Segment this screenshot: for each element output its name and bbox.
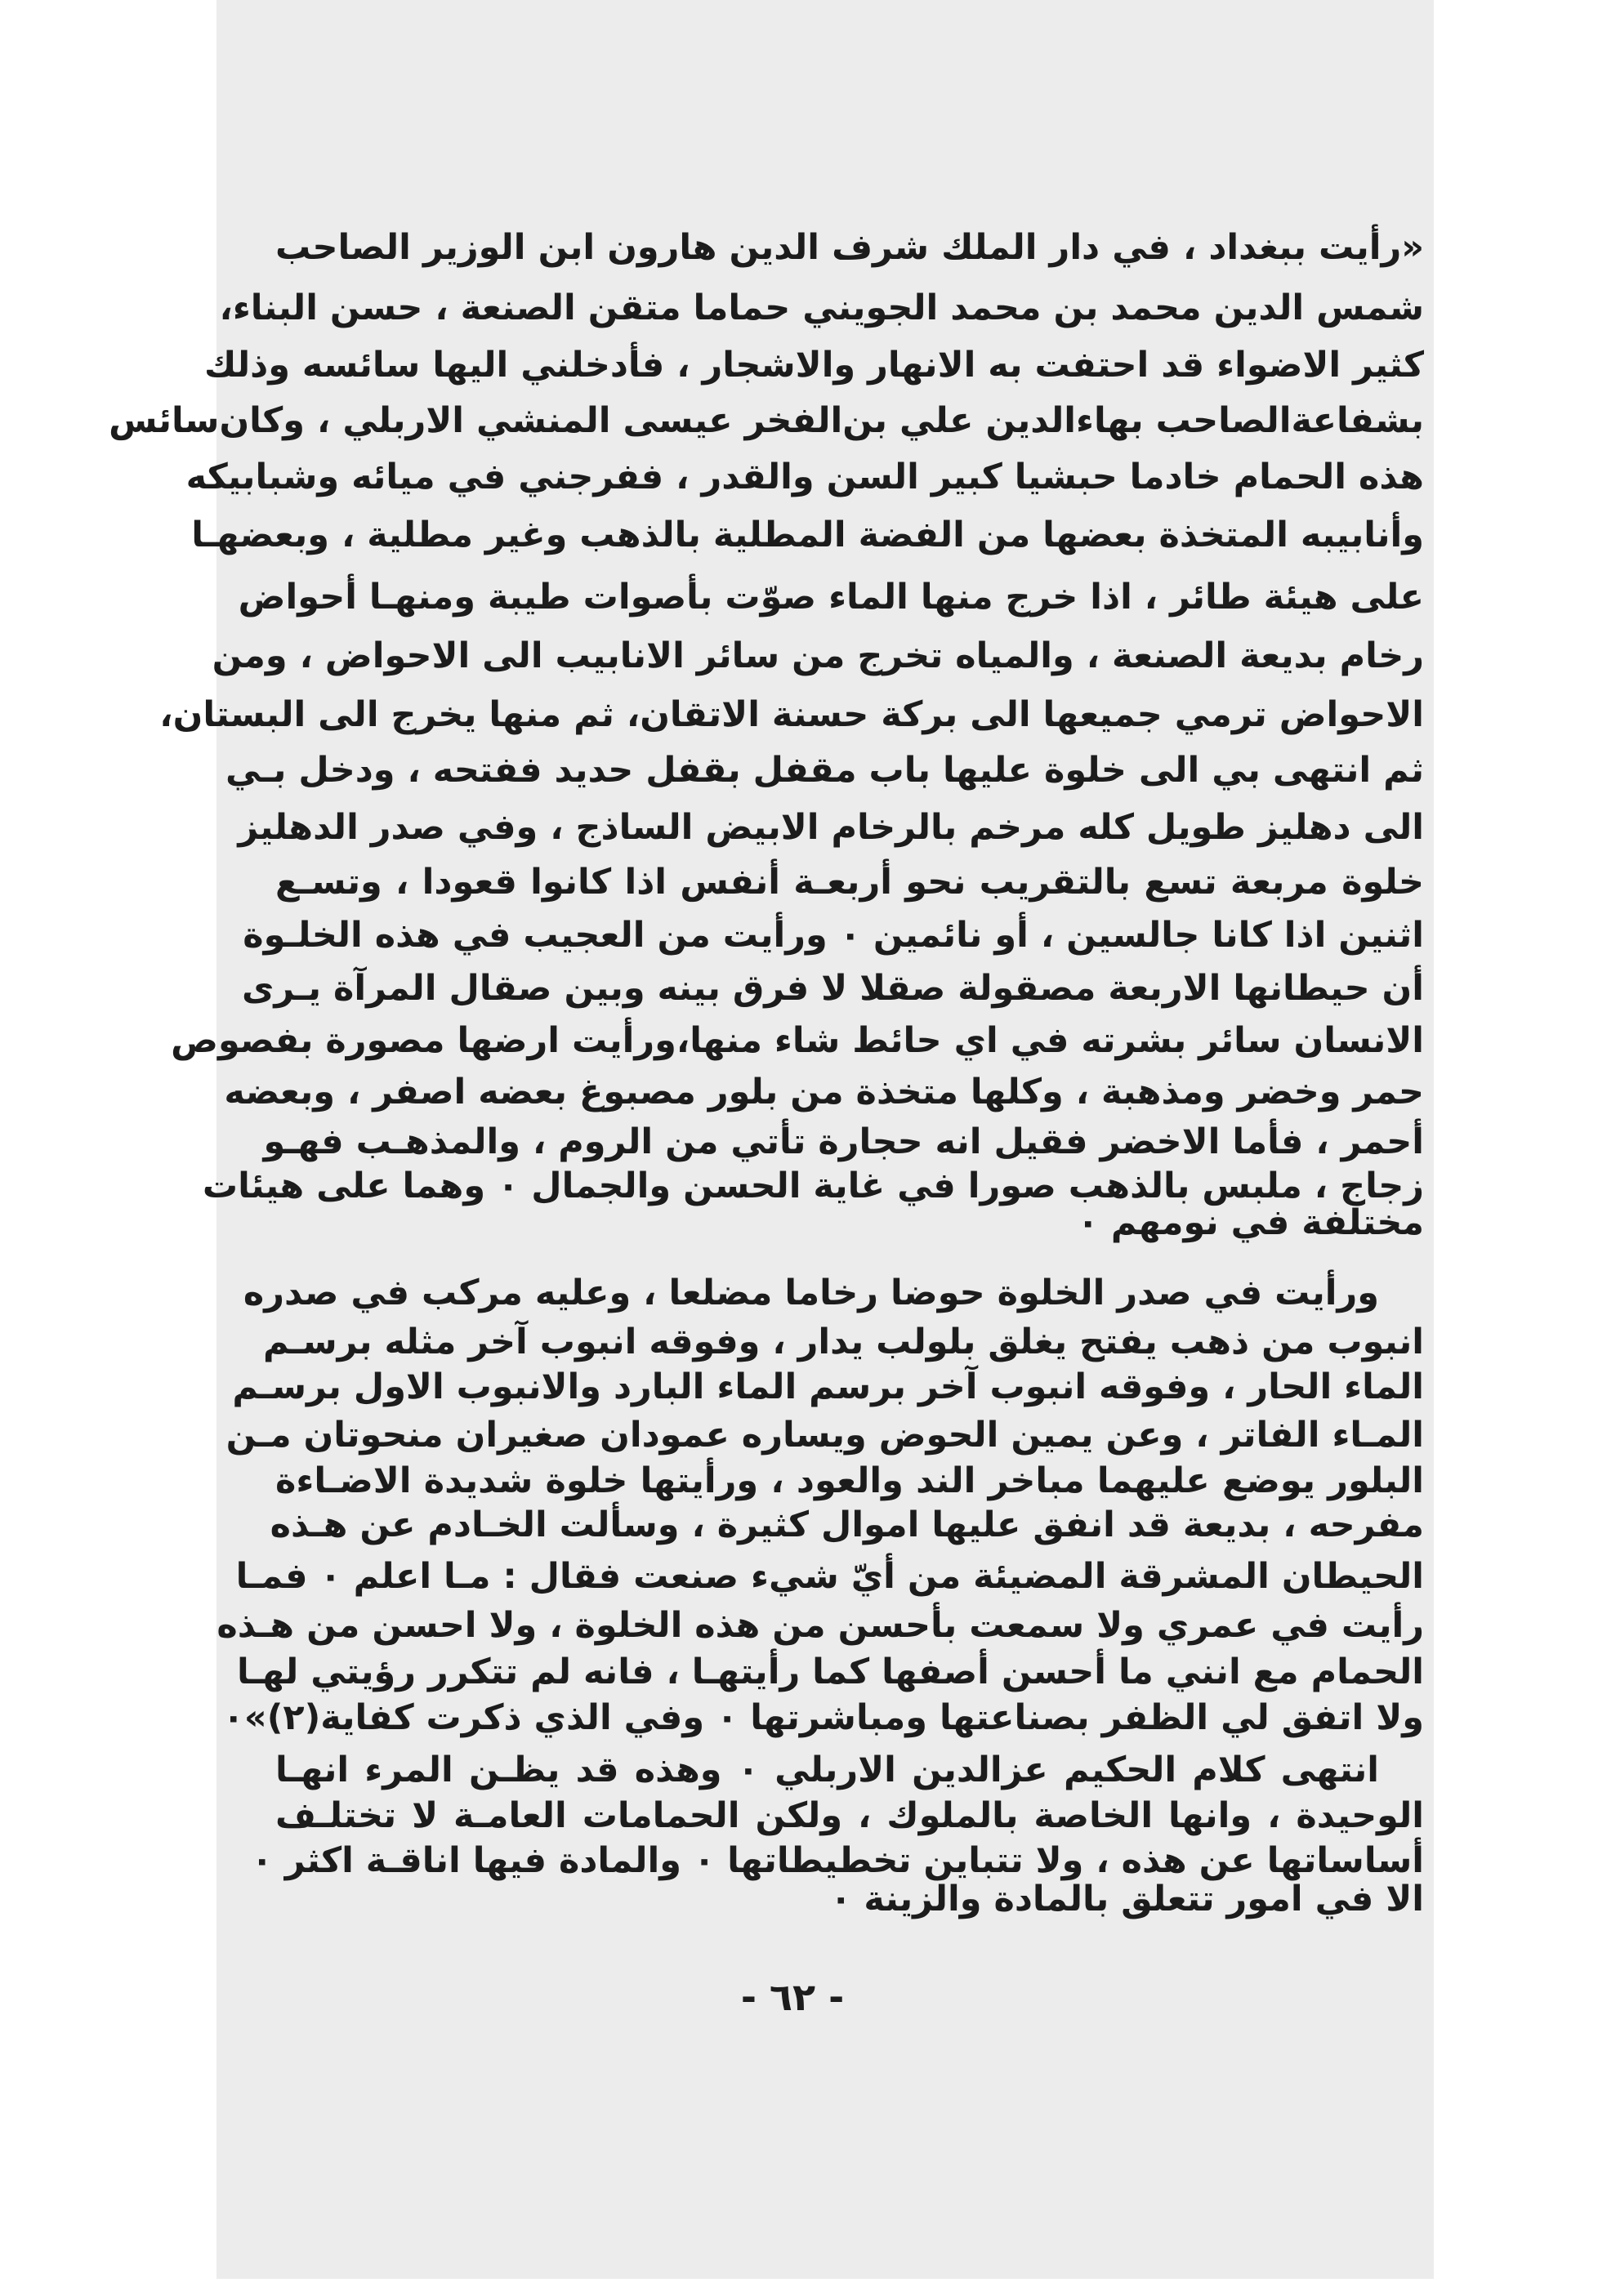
text-line: انبوب من ذهب يفتح يغلق بلولب يدار ، وفوقه انبوب آخر مثله برسـم [262, 1322, 1424, 1362]
text-line: خلوة مربعة تسع بالتقريب نحو أربعـة أنفس اذا كانوا قعودا ، وتسـع [275, 862, 1424, 903]
text-line: هذه الحمام خادما حبشيا كبير السن والقدر ، ففرجني في ميائه وشبابيكه [185, 457, 1424, 497]
text-line: الوحيدة ، وانها الخاصة بالملوك ، ولكن الحمامات العامـة لا تختلـف [275, 1795, 1424, 1836]
text-line: رأيت في عمري ولا سمعت بأحسن من هذه الخلوة ، ولا احسن من هـذه [216, 1605, 1424, 1646]
text-line: الا في امور تتعلق بالمادة والزينة ٠ [830, 1879, 1424, 1919]
text-line: وأنابيبه المتخذة بعضها من الفضة المطلية بالذهب وغير مطلية ، وبعضهـا [191, 515, 1424, 555]
text-line: المـاء الفاتر ، وعن يمين الحوض ويساره عمودان صغيران منحوتان مـن [225, 1415, 1424, 1456]
text-line: الانسان سائر بشرته في اي حائط شاء منها،ورأيت ارضها مصورة بفصوص [171, 1020, 1424, 1061]
text-line: شمس الدين محمد بن محمد الجويني حماما متقن الصنعة ، حسن البناء، [219, 288, 1424, 328]
text-line: على هيئة طائر ، اذا خرج منها الماء صوّت بأصوات طيبة ومنهـا أحواض [238, 577, 1424, 617]
text-line: حمر وخضر ومذهبة ، وكلها متخذة من بلور مصبوغ بعضه اصفر ، وبعضه [224, 1072, 1424, 1112]
text-line: بشفاعةالصاحب بهاءالدين علي بن‌الفخر عيسى المنشي الاربلي ، وكان‌سائس [109, 400, 1424, 441]
text-line: الى دهليز طويل كله مرخم بالرخام الابيض الساذج ، وفي صدر الدهليز [238, 807, 1424, 848]
text-line: البلور يوضع عليهما مباخر الند والعود ، ورأيتها خلوة شديدة الاضـاءة [275, 1460, 1424, 1501]
text-line: كثير الاضواء قد احتفت به الانهار والاشجار ، فأدخلني اليها سائسه وذلك [203, 345, 1424, 386]
text-line: مختلفة في نومهم ٠ [1077, 1202, 1424, 1243]
text-line: الماء الحار ، وفوقه انبوب آخر برسم الماء البارد والانبوب الاول برسـم [232, 1366, 1424, 1407]
text-line: أن حيطانها الاربعة مصقولة صقلا لا فرق بينه وبين صقال المرآة يـرى [241, 968, 1424, 1009]
text-line: مفرحه ، بديعة قد انفق عليها اموال كثيرة ، وسألت الخـادم عن هـذه [270, 1505, 1424, 1545]
text-line: اثنين اذا كانا جالسين ، أو نائمين ٠ ورأيت من العجيب في هذه الخلـوة [243, 915, 1424, 956]
text-line: ولا اتفق لي الظفر بصناعتها ومباشرتها ٠ وفي الذي ذكرت كفاية(٢)»٠ [222, 1697, 1424, 1738]
page-number: - ٦٢ - [740, 1975, 845, 2019]
text-line: أحمر ، فأما الاخضر فقيل انه حجارة تأتي من الروم ، والمذهـب فهـو [263, 1121, 1424, 1162]
text-line: رخام بديعة الصنعة ، والمياه تخرج من سائر الانابيب الى الاحواض ، ومن [212, 635, 1424, 676]
text-line: أساساتها عن هذه ، ولا تتباين تخطيطاتها ٠ والمادة فيها اناقـة اكثر ٠ [251, 1840, 1424, 1881]
text-line: ثم انتهى بي الى خلوة عليها باب مقفل بقفل حديد ففتحه ، ودخل بـي [225, 750, 1424, 791]
paragraph-start-line: ورأيت في صدر الخلوة حوضا رخاما مضلعا ، وعليه مركب في صدره [243, 1273, 1379, 1313]
text-line: الاحواض ترمي جميعها الى بركة حسنة الاتقان، ثم منها يخرج الى البستان، [159, 694, 1424, 735]
text-line: الحيطان المشرقة المضيئة من أيّ شيء صنعت فقال : مـا اعلم ٠ فمـا [235, 1556, 1424, 1597]
text-line: زجاج ، ملبس بالذهب صورا في غاية الحسن والجمال ٠ وهما على هيئات [202, 1166, 1424, 1206]
text-line: «رأيت ببغداد ، في دار الملك شرف الدين هارون ابن الوزير الصاحب [275, 227, 1424, 268]
paragraph-start-line: انتهى كلام الحكيم عزالدين الاربلي ٠ وهذه قد يظـن المرء انهـا [275, 1750, 1379, 1790]
text-line: الحمام مع انني ما أحسن أصفها كما رأيتهـا ، فانه لم تتكرر رؤيتي لهـا [236, 1652, 1424, 1692]
page-number-footer [0, 1973, 1598, 2022]
